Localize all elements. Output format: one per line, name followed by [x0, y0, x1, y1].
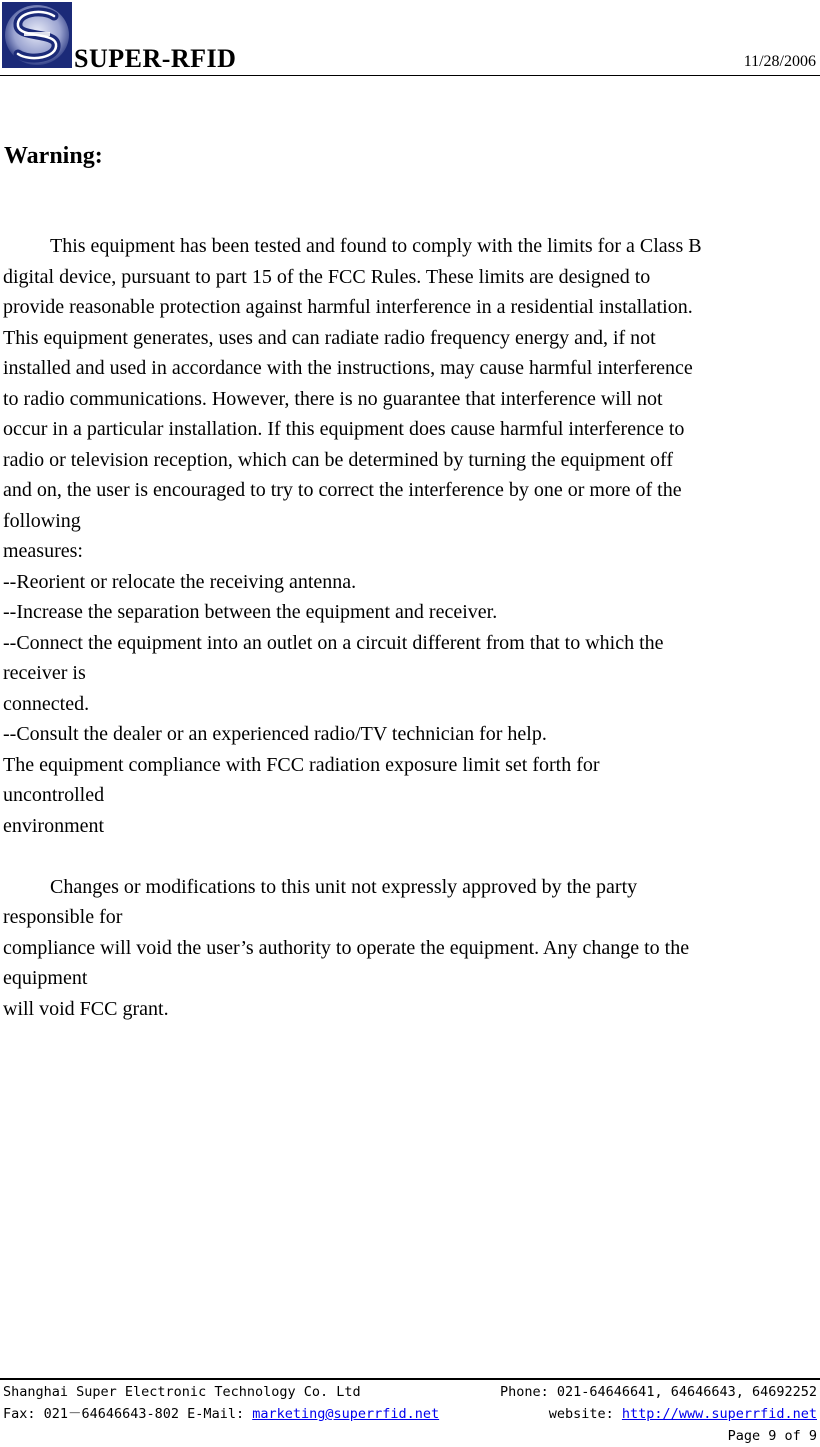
page-footer: [3, 1381, 817, 1447]
header-divider: [0, 75, 820, 76]
measure-item: --Connect the equipment into an outlet on a circuit different from that to which the: [3, 631, 664, 654]
body-line: installed and used in accordance with the instructions, may cause harmful interference: [3, 357, 693, 379]
warning-body: [3, 231, 818, 1024]
footer-divider: [0, 1378, 820, 1380]
footer-website-label: website:: [548, 1406, 622, 1422]
measure-item: --Consult the dealer or an experienced radio/TV technician for help.: [3, 723, 547, 745]
measure-item: --Increase the separation between the equipment and receiver.: [3, 601, 498, 623]
page-header: [0, 0, 820, 78]
document-date: 11/28/2006: [743, 53, 816, 70]
website-link[interactable]: http://www.superrfid.net: [621, 1406, 817, 1422]
body-line: will void FCC grant.: [3, 997, 169, 1020]
body-line: measures:: [3, 540, 83, 562]
body-line: This equipment has been tested and found to comply with the limits for a Class B: [50, 235, 702, 257]
footer-company: Shanghai Super Electronic Technology Co. Ltd: [3, 1384, 361, 1400]
body-line: occur in a particular installation. If this equipment does cause harmful interference to: [3, 418, 685, 440]
body-line: uncontrolled: [3, 784, 105, 806]
body-line: radio or television reception, which can be determined by turning the equipment off: [3, 448, 673, 471]
footer-fax: Fax: 021－64646643-802 E-Mail:: [3, 1406, 253, 1422]
body-line: environment: [3, 814, 105, 837]
body-line: This equipment generates, uses and can radiate radio frequency energy and, if not: [3, 326, 656, 349]
body-line: to radio communications. However, there is no guarantee that interference will not: [3, 387, 663, 410]
body-line: following: [3, 509, 81, 532]
footer-phone: Phone: 021-64646641, 64646643, 64692252: [500, 1384, 817, 1400]
company-brand: SUPER-RFID: [74, 44, 237, 73]
body-line: responsible for: [3, 906, 123, 928]
email-link[interactable]: marketing@superrfid.net: [252, 1406, 440, 1422]
page-number: Page 9 of 9: [727, 1428, 817, 1444]
body-line: digital device, pursuant to part 15 of the FCC Rules. These limits are designed to: [3, 265, 651, 288]
body-line: compliance will void the user’s authority to operate the equipment. Any change to the: [3, 936, 690, 959]
body-line: receiver is: [3, 662, 86, 684]
body-line: The equipment compliance with FCC radiation exposure limit set forth for: [3, 753, 600, 776]
warning-heading: Warning:: [4, 143, 103, 169]
body-line: equipment: [3, 967, 88, 989]
body-line: connected.: [3, 692, 90, 715]
body-line: Changes or modifications to this unit not expressly approved by the party: [50, 875, 638, 898]
super-rfid-logo-icon: [2, 2, 72, 68]
measure-item: --Reorient or relocate the receiving antenna.: [3, 570, 357, 593]
body-line: provide reasonable protection against harmful interference in a residential installation.: [3, 296, 693, 318]
body-line: and on, the user is encouraged to try to correct the interference by one or more of the: [3, 479, 682, 501]
blank-line: [3, 841, 818, 872]
